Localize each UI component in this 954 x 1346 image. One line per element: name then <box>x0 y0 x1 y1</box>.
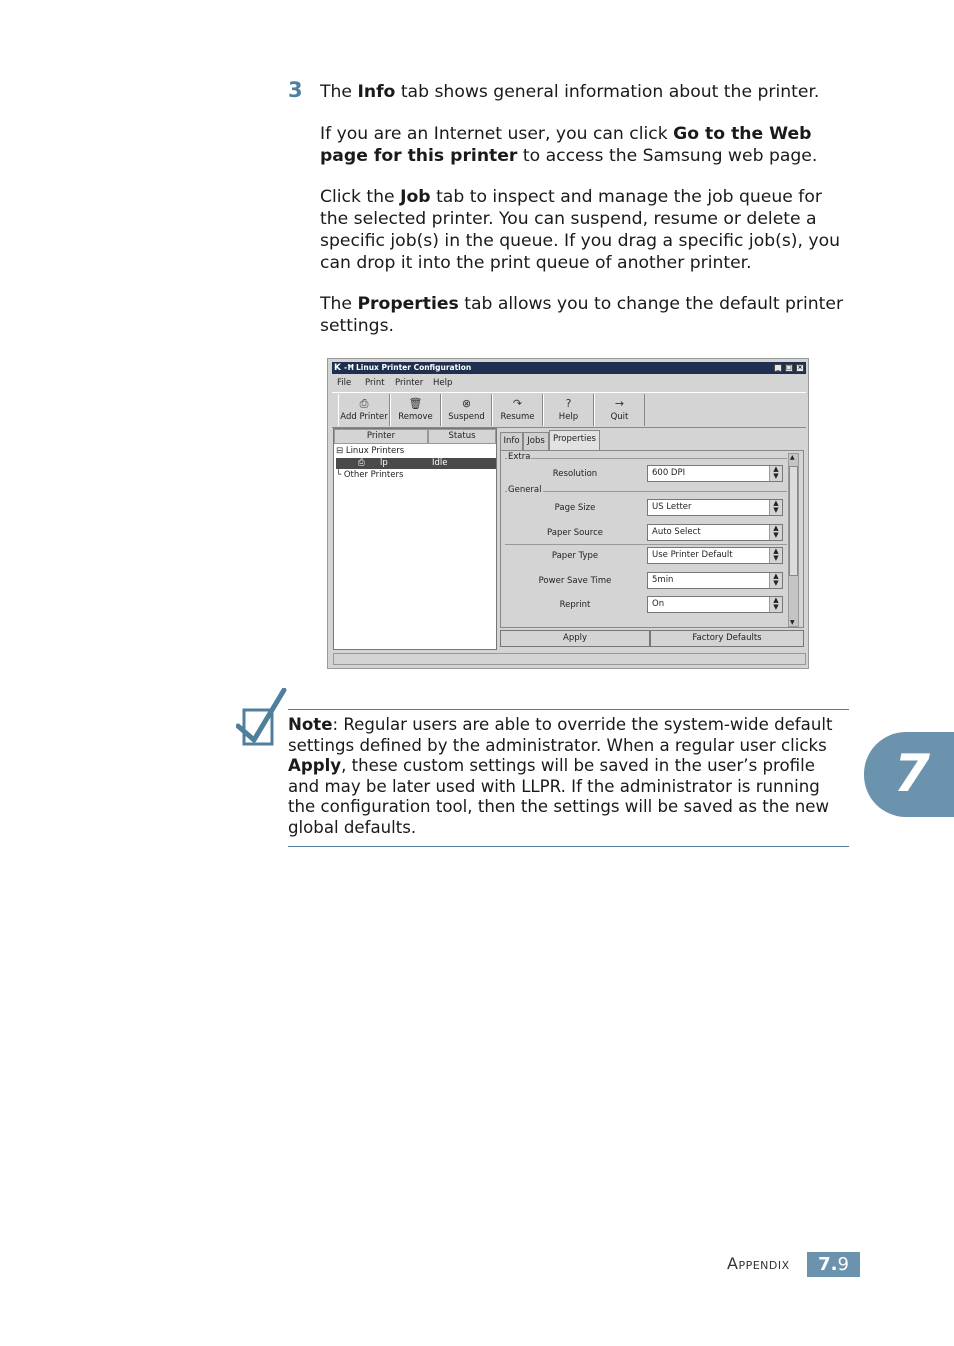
column-header-status[interactable]: Status <box>428 429 496 444</box>
column-header-printer[interactable]: Printer <box>334 429 428 444</box>
status-bar <box>333 653 806 665</box>
properties-pane <box>500 428 806 650</box>
resume-button[interactable]: ↷ Resume <box>492 394 543 426</box>
label-power-save-time: Power Save Time <box>538 576 612 586</box>
tree-other-printers[interactable]: └ Other Printers <box>336 470 404 480</box>
quit-button[interactable]: → Quit <box>594 394 645 426</box>
paper-type-select[interactable]: Use Printer Default ▲ ▼ <box>647 547 783 564</box>
toolbar <box>332 392 806 428</box>
tab-properties[interactable]: Properties <box>549 430 600 451</box>
updown-icon: ▲ ▼ <box>769 525 782 540</box>
scroll-thumb[interactable] <box>789 466 798 576</box>
maximize-button[interactable]: □ <box>786 364 792 371</box>
label-page-size: Page Size <box>554 503 596 513</box>
updown-icon: ▲ ▼ <box>769 573 782 588</box>
paper-source-select[interactable]: Auto Select ▲ ▼ <box>647 524 783 541</box>
pin-icon: -Ħ <box>344 363 355 372</box>
menu-file[interactable]: File <box>337 378 352 388</box>
remove-button[interactable]: 🗑 Remove <box>390 394 441 426</box>
tab-jobs[interactable]: Jobs <box>523 432 549 450</box>
power-save-time-select[interactable]: 5min ▲ ▼ <box>647 572 783 589</box>
checkmark-icon <box>236 688 288 748</box>
vertical-scrollbar[interactable] <box>788 453 799 627</box>
factory-defaults-button[interactable]: Factory Defaults <box>650 630 804 647</box>
suspend-icon: ⊗ <box>461 397 472 410</box>
close-button[interactable]: × <box>797 364 803 371</box>
chapter-tab: 7 <box>864 732 954 817</box>
scroll-down-icon[interactable]: ▼ <box>790 619 795 626</box>
step-number: 3 <box>288 78 303 102</box>
exit-icon: → <box>614 397 625 410</box>
collapse-icon[interactable]: ⊟ <box>336 446 344 456</box>
menu-printer[interactable]: Printer <box>395 378 424 388</box>
note-text: Note: Regular users are able to override the system-wide default settings defined by the administrator. When a regular user clicks Apply, these custom settings will be saved in the user’s profile and may be later used with LLPR. If the administrator is running the configuration tool, then the settings will be saved as the new global defaults. <box>288 715 833 837</box>
divider <box>505 544 787 545</box>
minimize-button[interactable]: _ <box>774 364 782 372</box>
paragraph-info: The Info tab shows general information about the printer. <box>320 82 820 102</box>
updown-icon: ▲ ▼ <box>769 500 782 515</box>
note-bottom-rule <box>288 846 849 847</box>
footer-page-number: 7.9 <box>807 1252 860 1277</box>
group-extra-label: Extra <box>508 452 531 462</box>
paragraph-job: Click the Job tab to inspect and manage the job queue for the selected printer. You can suspend, resume or delete a specific job(s) in the queue. If you drag a specific job(s), you can drop it into the print queue of another printer. <box>320 187 840 273</box>
updown-icon: ▲ ▼ <box>769 466 782 481</box>
help-button[interactable]: ? Help <box>543 394 594 426</box>
printer-add-icon: ⎙ <box>359 397 369 410</box>
trash-icon: 🗑 <box>408 397 423 410</box>
note-top-rule <box>288 709 849 710</box>
window-titlebar <box>332 362 806 374</box>
reprint-select[interactable]: On ▲ ▼ <box>647 596 783 613</box>
paragraph-web: If you are an Internet user, you can click Go to the Web page for this printer to access the Samsung web page. <box>320 124 818 166</box>
resolution-select[interactable]: 600 DPI ▲ ▼ <box>647 465 783 482</box>
label-reprint: Reprint <box>559 600 591 610</box>
resume-icon: ↷ <box>512 397 523 410</box>
window-title: Linux Printer Configuration <box>356 363 472 372</box>
printer-config-screenshot <box>327 358 809 669</box>
scroll-up-icon[interactable]: ▲ <box>790 454 795 461</box>
help-icon: ? <box>565 397 572 410</box>
tree-linux-printers[interactable]: ⊟ Linux Printers <box>336 446 405 456</box>
tree-row-selected[interactable] <box>336 458 496 469</box>
app-logo-icon: K <box>334 363 341 373</box>
add-printer-button[interactable]: ⎙ Add Printer <box>338 394 390 426</box>
footer-section: Appendix <box>727 1254 790 1273</box>
label-resolution: Resolution <box>552 469 598 479</box>
updown-icon: ▲ ▼ <box>769 597 782 612</box>
menubar <box>332 375 806 391</box>
tab-info[interactable]: Info <box>500 432 523 450</box>
printer-status: Idle <box>432 458 448 468</box>
suspend-button[interactable]: ⊗ Suspend <box>441 394 492 426</box>
paragraph-properties: The Properties tab allows you to change the default printer settings. <box>320 294 844 336</box>
apply-button[interactable]: Apply <box>500 630 650 647</box>
label-paper-type: Paper Type <box>551 551 599 561</box>
page-size-select[interactable]: US Letter ▲ ▼ <box>647 499 783 516</box>
group-general-label: General <box>508 485 542 495</box>
printer-name: lp <box>380 458 388 468</box>
printer-icon: ⎙ <box>358 458 365 468</box>
label-paper-source: Paper Source <box>547 528 603 538</box>
updown-icon: ▲ ▼ <box>769 548 782 563</box>
menu-print[interactable]: Print <box>365 378 385 388</box>
menu-help[interactable]: Help <box>433 378 453 388</box>
printer-list-pane <box>333 428 497 650</box>
properties-panel <box>500 450 804 628</box>
